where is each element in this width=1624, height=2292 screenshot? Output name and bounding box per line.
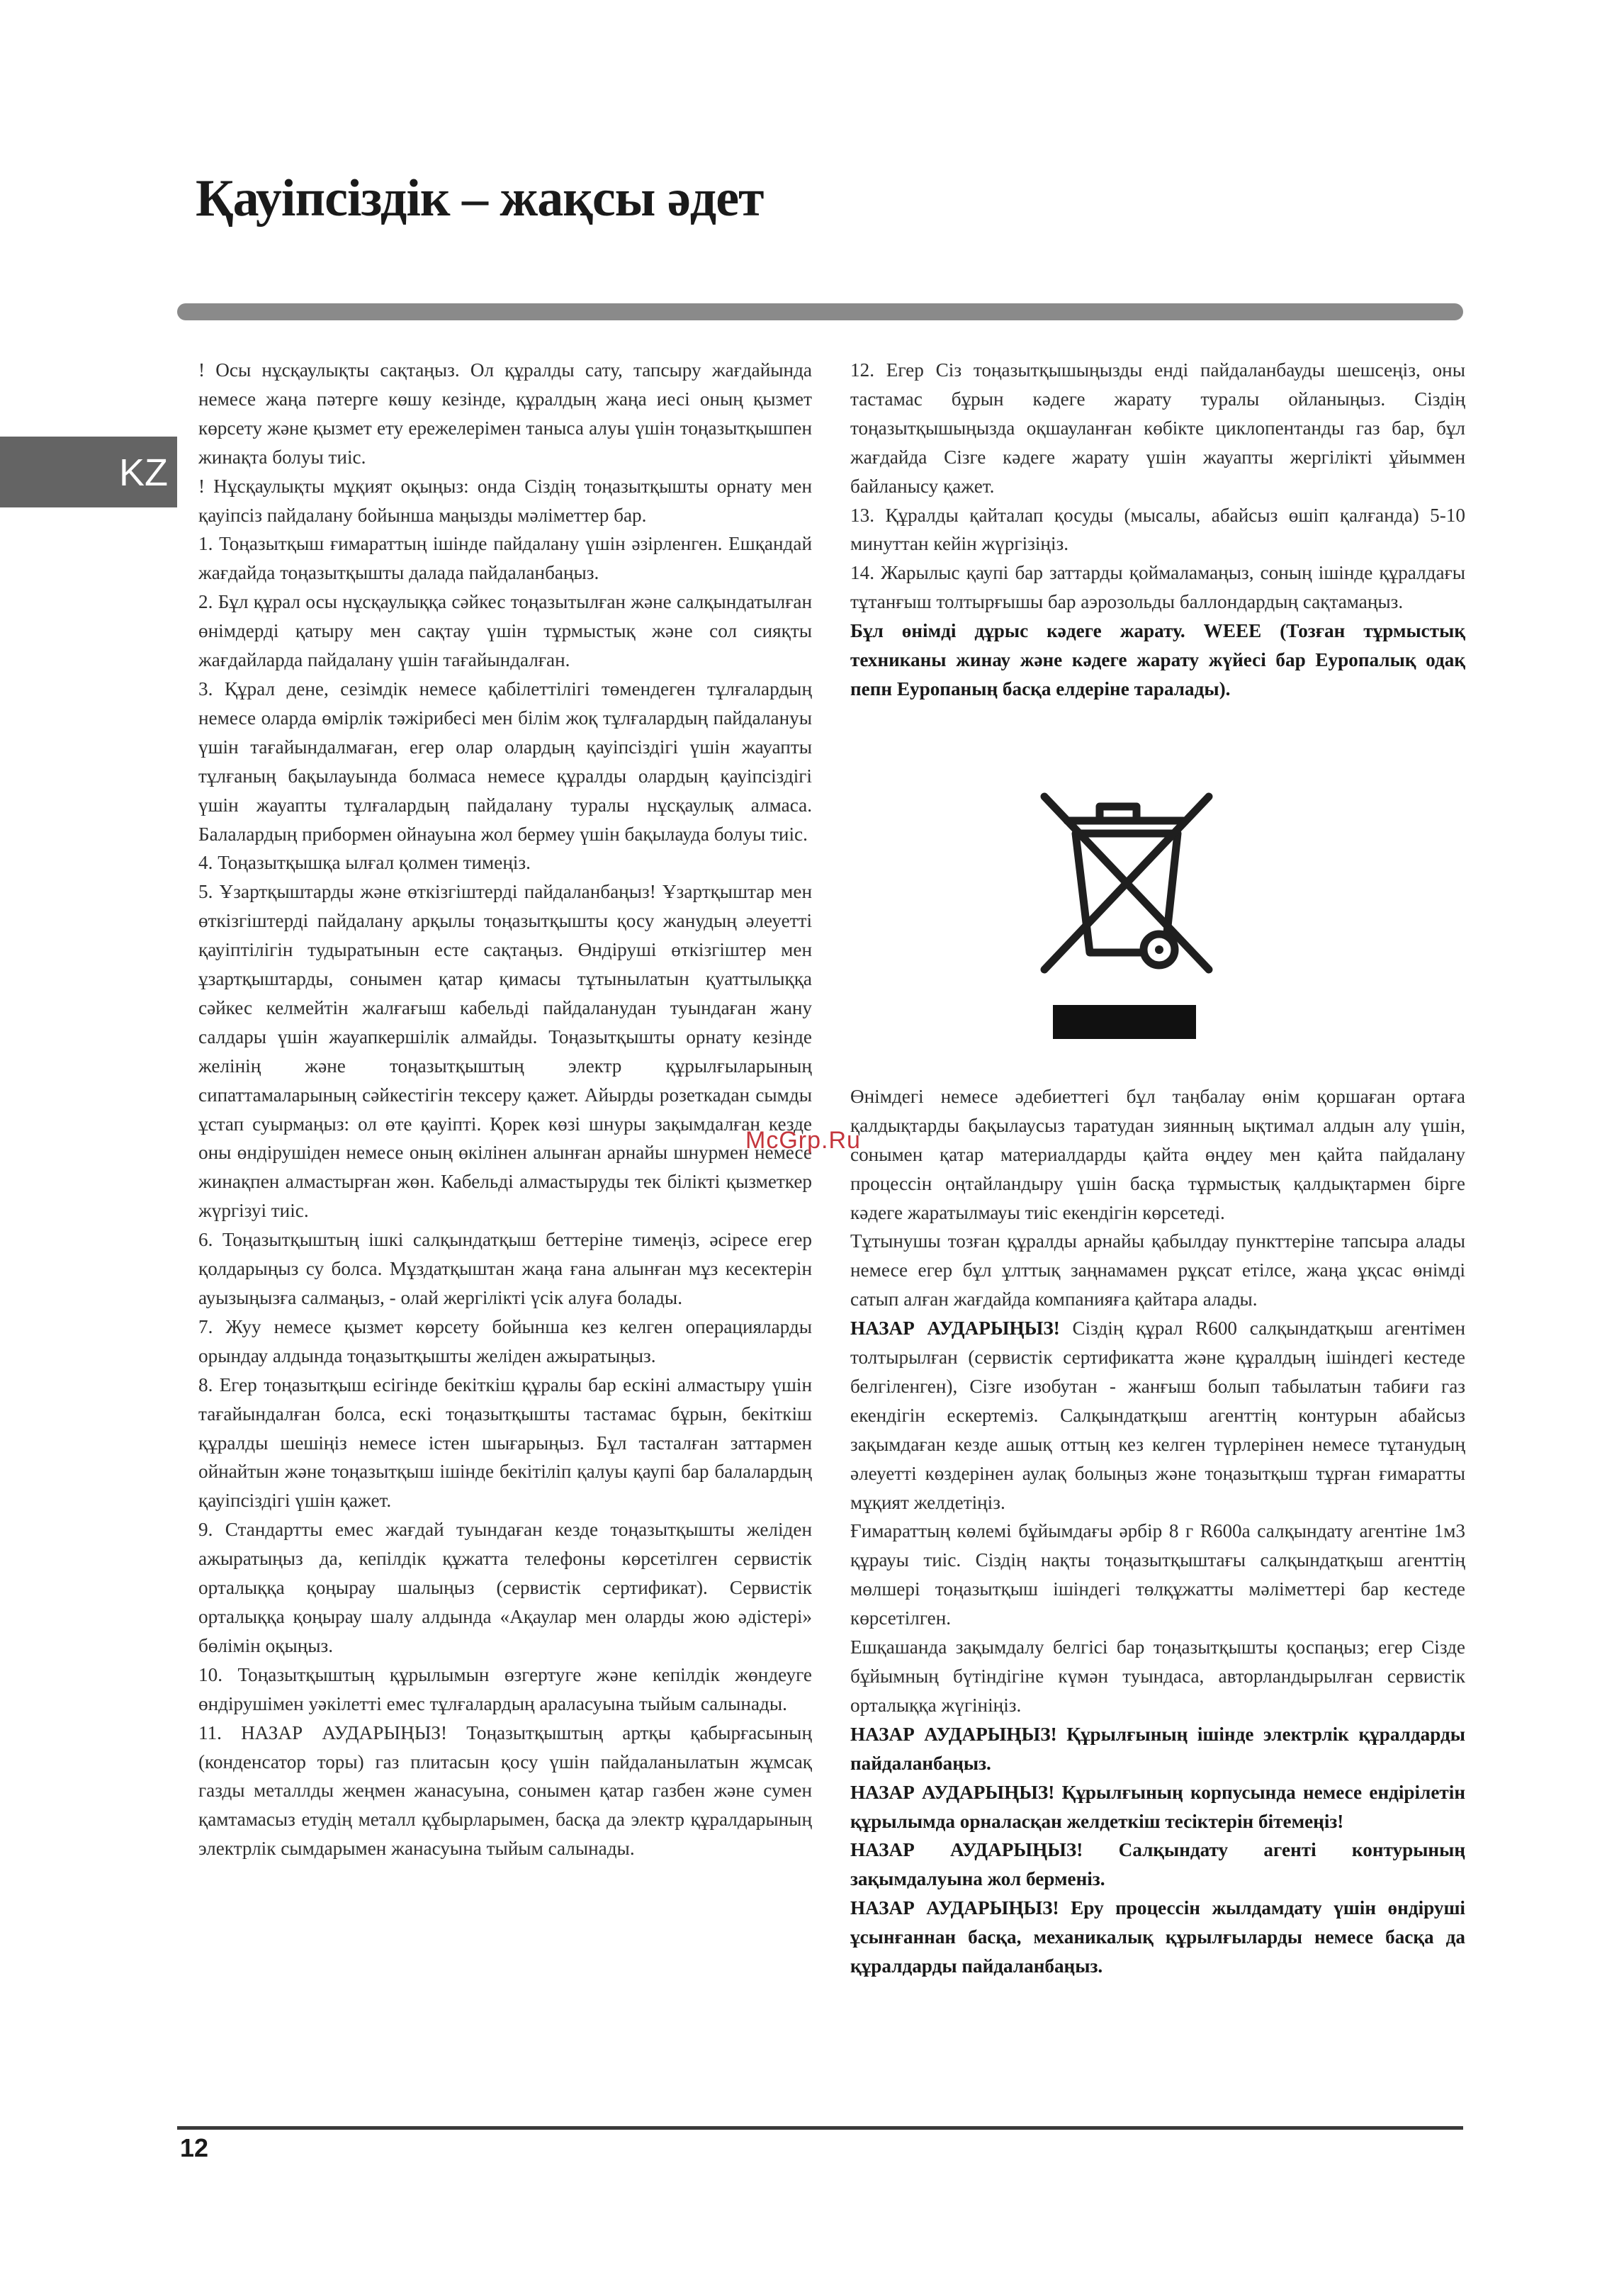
item-1-indoor-use: 1. Тоңазытқыш ғимараттың ішінде пайдалану үшін әзірленген. Ешқандай жағдайда тоңазытқышты далада пайдаланбаңыз. xyxy=(198,533,812,584)
r600-warning-label: НАЗАР АУДАРЫҢЫЗ! xyxy=(850,1318,1060,1339)
footer-rule xyxy=(177,2126,1463,2130)
title-underline-bar xyxy=(177,303,1463,320)
item-14-explosives: 14. Жарылыс қаупі бар заттарды қоймаламаңыз, соның ішінде құралдағы тұтанғыш толтырғышы бар аэрозольды баллондардың сақтамаңыз. xyxy=(850,562,1465,613)
item-11-rear-wall: 11. НАЗАР АУДАРЫҢЫЗ! Тоңазытқыштың артқы қабырғасының (конденсатор торы) газ плитасын қосу үшін пайдаланылатын жұмсақ газды металлды жеңмен жанасуына, сонымен қатар газбен және сумен қамтамасыз етудің металл құбырларымен, басқа да электр құралдарының электрлік сымдарымен жанасуына тыйым салынады. xyxy=(198,1721,812,1860)
weee-marking-paragraph: Өнімдегі немесе әдебиеттегі бұл таңбалау өнім қоршаған ортаға қалдықтарды бақылаусыз таратудан зиянның ықтимал алдын алу үшін, сонымен қатар материалдарды қайта өңдеу мен қайта пайдалану процессін оңтайландыру үшін басқа тұрмыстық қалдықтармен бірге кәдеге жаратылмауы тиіс екендігін көрсетеді. xyxy=(850,1085,1465,1223)
item-8-door-lock: 8. Егер тоңазытқыш есігінде бекіткіш құралы бар ескіні алмастыру үшін тағайындалған болса, ескі тоңазытқышты тастамас бұрын, бекіткіш құралды шешіңіз немесе істен шығарыңыз. Бұл тасталған заттармен ойнайтын және тоңазытқыш ішінде бекітіліп қалуы қаупі бар балалардың қауіпсіздігі үшін қажет. xyxy=(198,1373,812,1512)
item-13-restart: 13. Құралды қайталап қосуды (мысалы, абайсыз өшіп қалғанда) 5-10 минуттан кейін жүргізіңіз. xyxy=(850,504,1465,555)
warning-defrost: НАЗАР АУДАРЫҢЫЗ! Еру процессін жылдамдату үшін өндіруші ұсынғаннан басқа, механикалық құрылғыларды немесе басқа да құралдарды пайдаланбаңыз. xyxy=(850,1897,1465,1977)
crossed-out-wheeled-bin-icon xyxy=(1039,792,1223,1042)
weee-heading: Бұл өнімді дұрыс кәдеге жарату. WEEE (Тозған тұрмыстық техниканы жинау және кәдеге жарату жүйесі бар Еуропалық одақ пепн Еуропаның басқа елдеріне таралады). xyxy=(850,620,1465,700)
warning-ventilation: НАЗАР АУДАРЫҢЫЗ! Құрылғының корпусында немесе ендірілетін құрылымда орналасқан желдеткіш тесіктерін бітемеңіз! xyxy=(850,1781,1465,1832)
item-12-disposal: 12. Егер Сіз тоңазытқышыңызды енді пайдаланбауды шешсеңіз, оны тастамас бұрын кәдеге жарату туралы ойланыңыз. Сіздің тоңазытқышыңызда оқшауланған көбікте циклопентанды газ бар, бұл жағдайда Сізге кәдеге жарату үшін жауапты жергілікті ұйыммен байланысу қажет. xyxy=(850,359,1465,497)
item-3-restricted-users: 3. Құрал дене, сезімдік немесе қабілеттілігі төмендеген тұлғалардың немесе оларда өмірлік тәжірибесі мен білім жоқ тұлғалардың пайдалануы үшін тағайындалмаған, егер олар олардың қауіпсіздігі үшін жауапты тұлғаның бақылауында болмаса немесе құралды олардың қауіпсіздігі үшін жауапты тұлғалардың пайдалану туралы нұсқаулық алмаса. Балалардың прибормен ойнауына жол бермеу үшін бақылауда болуы тиіс. xyxy=(198,678,812,845)
left-column xyxy=(198,356,812,1863)
item-9-service-center: 9. Стандартты емес жағдай туындаған кезде тоңазытқышты желіден ажыратыңыз да, кепілдік құжатта телефоны көрсетілген сервистік орталыққа қоңырау шалыңыз (сервистік сертификат). Сервистік орталыққа қоңырау шалу алдында «Ақаулар мен оларды жою әдістері» бөлімін оқыңыз. xyxy=(198,1519,812,1656)
room-volume-paragraph: Ғимараттың көлемі бұйымдағы әрбір 8 г R600a салқындату агентіне 1м3 құрауы тиіс. Сіздің нақты тоңазытқыштағы салқындатқыш агенттің мөлшері тоңазытқыш ішіндегі төлқұжатты мәліметтері бар кестеде көрсетілген. xyxy=(850,1520,1465,1629)
item-6-cold-surfaces: 6. Тоңазытқыштың ішкі салқындатқыш беттеріне тимеңіз, әсіресе егер қолдарыңыз су болса. Мұздатқыштан жаңа ғана алынған мұз кесектерін ауызыңызға салмаңыз, - олай жергілікті үсік алуға болады. xyxy=(198,1229,812,1308)
item-10-modifications: 10. Тоңазытқыштың құрылымын өзгертуге және кепілдік жөндеуге өндірушімен уәкілетті емес тұлғалардың араласуына тыйым салынады. xyxy=(198,1663,812,1714)
warning-electrical: НАЗАР АУДАРЫҢЫЗ! Құрылғының ішінде электрлік құралдарды пайдаланбаңыз. xyxy=(850,1723,1465,1774)
item-5-extension-cords: 5. Ұзартқыштарды және өткізгіштерді пайдаланбаңыз! Ұзартқыштар мен өткізгіштерді пайдалану арқылы тоңазытқышты қосу жанудың әлеуетті қауіптілігін тудыратынын есте сақтаңыз. Өндіруші өткізгіштер мен ұзартқыштарды, сонымен қатар қимасы тұтынылатын қуаттылыққа сәйкес келмейтін жалғағыш кабельді пайдаланудан туындаған жану салдары үшін жауапкершілік алмайды. Тоңазытқышты орнату кезінде желінің және тоңазытқыштың электр құрылғыларының сипаттамаларының сәйкестігін тексеру қажет. Айырды розеткадан сымды ұстап суырмаңыз: ол өте қауіпті. Қорек көзі шнуры зақымдалған кезде оны өндірушіден немесе оның өкілінен алынған арнайы шнурмен немесе жинақпен алмастырған жөн. Кабельді алмастыруды тек білікті қызметкер жүргізуі тиіс. xyxy=(198,881,812,1222)
r600-warning-text: Сіздің құрал R600 салқындатқыш агентімен толтырылған (сервистік сертификатта және құралдың ішіндегі кестеде белгіленген), Сізге изобутан - жанғыш болып табылатын табиғи газ екендігін ескертеміз. Салқындатқыш агенттің контурын абайсыз зақымдаған кезде ашық оттың кез келген түрлерінен немесе тұтанудың әлеуетті көздерінен аулақ болыңыз және тоңазытқыш тұрған ғимаратты мұқият желдетіңіз. xyxy=(850,1318,1465,1513)
item-2-purpose: 2. Бұл құрал осы нұсқаулыққа сәйкес тоңазытылған және салқындатылған өнімдерді қатыру мен сақтау үшін тұрмыстық және сол сияқты жағдайларда пайдалану үшін тағайындалған. xyxy=(198,591,812,671)
watermark: McGrp.Ru xyxy=(745,1127,861,1154)
r600-warning xyxy=(850,1314,1465,1517)
item-4-wet-hands: 4. Тоңазытқышқа ылғал қолмен тимеңіз. xyxy=(198,852,531,874)
warning-refrigerant-circuit: НАЗАР АУДАРЫҢЫЗ! Салқындату агенті контурының зақымдалуына жол берменіз. xyxy=(850,1839,1465,1890)
paragraph-keep-manual: ! Осы нұсқаулықты сақтаңыз. Ол құралды сату, тапсыру жағдайында немесе жаңа пәтерге көшу кезінде, құралдың жаңа иесі оның қызмет көрсету және қызмет ету ережелерімен таныса алуы үшін тоңазытқышпен жинақта болуы тиіс. xyxy=(198,359,812,468)
paragraph-read-manual: ! Нұсқаулықты мұқият оқыңыз: онда Сіздің тоңазытқышты орнату мен қауіпсіз пайдалану бойынша маңызды мәліметтер бар. xyxy=(198,475,812,526)
weee-return-paragraph: Тұтынушы тозған құралды арнайы қабылдау пункттеріне тапсыра алады немесе егер бұл ұлттық заңнамамен рұқсат етілсе, жаңа ұқсас өнімді сатып алған жағдайда компанияға қайтара алады. xyxy=(850,1230,1465,1310)
right-column xyxy=(850,356,1465,1981)
damaged-unit-paragraph: Ешқашанда зақымдалу белгісі бар тоңазытқышты қоспаңыз; егер Сізде бұйымның бүтіндігіне күмән туындаса, авторландырылған сервистік орталыққа жүгініңіз. xyxy=(850,1636,1465,1716)
page-number: 12 xyxy=(180,2133,209,2162)
page-title: Қауіпсіздік – жақсы әдет xyxy=(196,169,764,227)
language-code: KZ xyxy=(119,451,169,494)
item-7-disconnect: 7. Жуу немесе қызмет көрсету бойынша кез келген операцияларды орындау алдында тоңазытқышты желіден ажыратыңыз. xyxy=(198,1315,812,1366)
